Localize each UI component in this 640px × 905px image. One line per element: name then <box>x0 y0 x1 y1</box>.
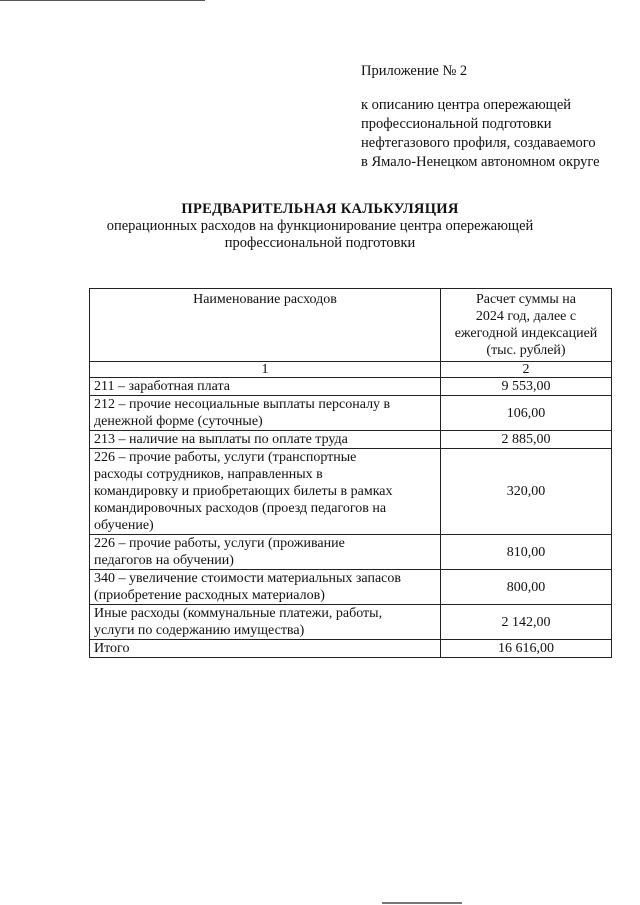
expense-name-line: педагогов на обучении) <box>94 553 234 568</box>
header-amount-line: 2024 год, далее с <box>475 309 577 324</box>
table-row <box>90 570 612 605</box>
expense-name-line: 213 – наличие на выплаты по оплате труда <box>94 432 348 447</box>
appendix-description <box>361 96 631 172</box>
header-expense-name: Наименование расходов <box>90 289 441 362</box>
document-subtitle-line: операционных расходов на функционирование центра опережающей <box>106 218 534 234</box>
expense-name-line: Иные расходы (коммунальные платежи, работы, <box>94 606 383 621</box>
appendix-description-line: профессиональной подготовки <box>361 116 552 132</box>
expense-name-line: 226 – прочие работы, услуги (транспортные <box>94 450 357 465</box>
total-row <box>90 640 612 658</box>
expense-amount: 9 553,00 <box>441 378 612 396</box>
cost-table <box>89 288 612 658</box>
expense-amount: 810,00 <box>441 535 612 570</box>
document-title: ПРЕДВАРИТЕЛЬНАЯ КАЛЬКУЛЯЦИЯ <box>181 201 459 217</box>
column-number: 1 <box>90 362 441 378</box>
table-row <box>90 605 612 640</box>
expense-amount: 320,00 <box>441 449 612 535</box>
scan-edge-mark <box>382 902 462 904</box>
expense-name-line: командировку и приобретающих билеты в рамках <box>94 484 393 499</box>
header-amount-line: (тыс. рублей) <box>486 343 566 358</box>
table-row <box>90 535 612 570</box>
expense-name <box>90 396 441 431</box>
table-row <box>90 396 612 431</box>
header-amount-line: ежегодной индексацией <box>454 326 598 341</box>
appendix-number: Приложение № 2 <box>361 63 468 79</box>
appendix-block <box>361 62 631 172</box>
expense-name <box>90 535 441 570</box>
expense-name-line: расходы сотрудников, направленных в <box>94 467 323 482</box>
table-row <box>90 449 612 535</box>
table-row <box>90 378 612 396</box>
expense-name <box>90 570 441 605</box>
document-subtitle-line: профессиональной подготовки <box>224 235 416 251</box>
column-number-row <box>90 362 612 378</box>
expense-name-line: 212 – прочие несоциальные выплаты персоналу в <box>94 397 391 412</box>
table-row <box>90 431 612 449</box>
expense-name-line: Итого <box>94 641 130 656</box>
header-amount <box>441 289 612 362</box>
appendix-description-line: к описанию центра опережающей <box>361 97 572 113</box>
scan-edge-line <box>0 0 205 1</box>
expense-name <box>90 449 441 535</box>
expense-amount: 2 885,00 <box>441 431 612 449</box>
expense-name <box>90 378 441 396</box>
appendix-description-line: в Ямало-Ненецком автономном округе <box>361 154 600 170</box>
column-number: 2 <box>441 362 612 378</box>
total-label <box>90 640 441 658</box>
document-title-block <box>80 201 560 252</box>
expense-amount: 2 142,00 <box>441 605 612 640</box>
expense-name-line: денежной форме (суточные) <box>94 414 263 429</box>
appendix-description-line: нефтегазового профиля, создаваемого <box>361 135 596 151</box>
expense-name-line: командировочных расходов (проезд педагогов на <box>94 501 387 516</box>
expense-name <box>90 431 441 449</box>
total-amount: 16 616,00 <box>441 640 612 658</box>
expense-name-line: 226 – прочие работы, услуги (проживание <box>94 536 345 551</box>
table-header-row <box>90 289 612 362</box>
expense-name <box>90 605 441 640</box>
expense-name-line: 340 – увеличение стоимости материальных запасов <box>94 571 401 586</box>
expense-name-line: обучение) <box>94 518 154 533</box>
expense-amount: 106,00 <box>441 396 612 431</box>
expense-name-line: (приобретение расходных материалов) <box>94 588 325 603</box>
header-amount-line: Расчет суммы на <box>476 292 576 307</box>
expense-name-line: услуги по содержанию имущества) <box>94 623 305 638</box>
expense-amount: 800,00 <box>441 570 612 605</box>
expense-name-line: 211 – заработная плата <box>94 379 230 394</box>
